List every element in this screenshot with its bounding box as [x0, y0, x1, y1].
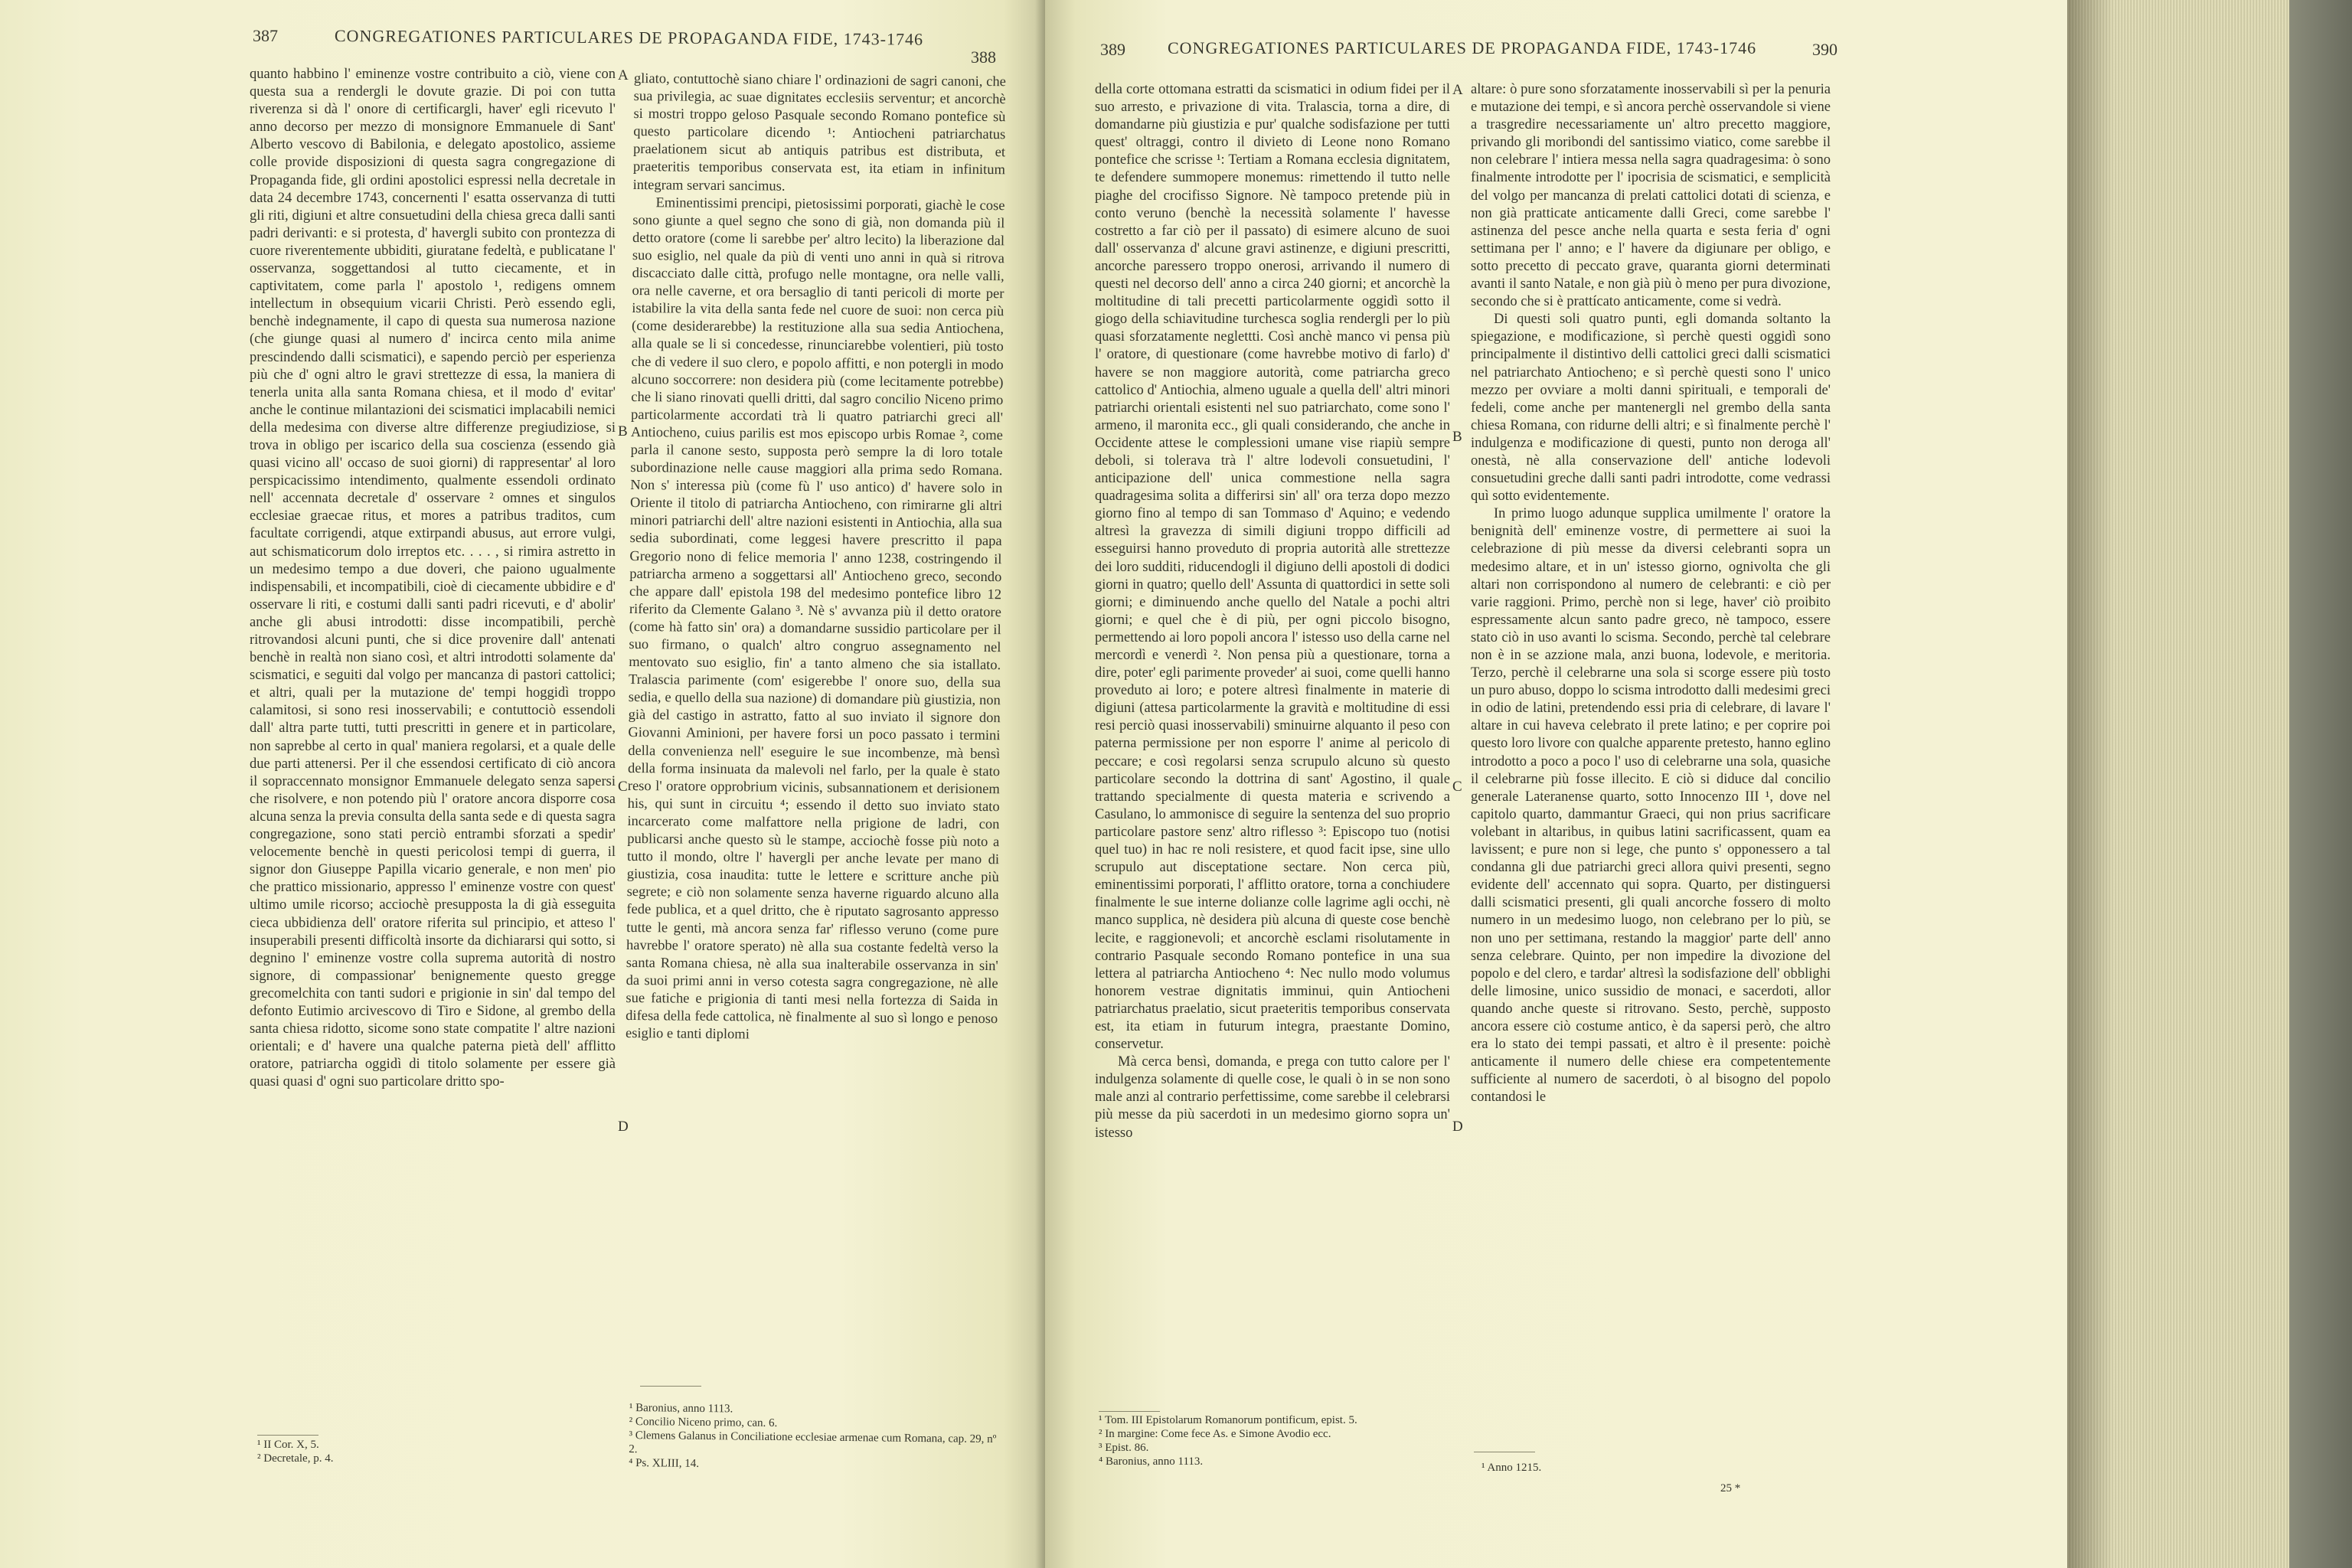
paragraph: altare: ò pure sono sforzatamente inosservabili sì per la penuria e mutazione dei tempi, e sì ancora perchè osservandole si viene a trasgredire necessariamente un' altro precetto maggiore, privando gli moribondi del santissimo viatico, come sarebbe il non celebrare l' intiera messa nella sagra quadragesima: ò sono finalmente introdotte per l' ipocrisia de scismatici, e semplicità del volgo per mancanza di prelati cattolici dotati di scienza, e non già pratticate anticamente dalli Greci, come sarebbe l' astinenza del pesce anche nella quarta e sesta feria d' ogni settimana per l' anno; e l' havere da digiunare per obligo, e sotto precetto di peccato grave, quaranta giorni determinati avanti il santo Natale, e non già più ò meno per pura divozione, secondo che si è prattícato anticamente, come si vedrà. — [1471, 82, 1831, 310]
footnote: ¹ Tom. III Epistolarum Romanorum pontificum, epist. 5. — [1099, 1414, 1357, 1426]
paragraph: In primo luogo adunque supplica umilmente l' oratore la benignità dell' eminenze vostre, di permettere ai suoi la celebrazione di più messe da diversi celebranti sopra un medesimo altare, et in un' istesso giorno, ognivolta che gli altari non corrispondono al numero de celebranti: e ciò per varie raggioni. Primo, perchè non si lege, haver' ciò proibito espressamente alcun santo padre greco, nè tampoco, essere stato ciò in uso avanti lo scisma. Secondo, perchè tal celebrare non è in se azzione mala, anzi buona, lodevole, e meritoria. Terzo, perchè il celebrarne una sola si scorge essere più tosto un puro abuso, doppo lo scisma introdotto dalli medesimi greci in odio de latini, pretendendo essi pria di celebrare, di lavare l' altare in cui haveva celebrato il prete latino; e per coprire poi questo loro livore con qualche apparente pretesto, hanno eglino introdotto a poco a poco l' uso di celebrarne una sola, quasiche il celebrarne più fosse illecito. E ciò si diduce dal concilio generale Lateranense quarto, sotto Innocenzo III ¹, dove nel capitolo quarto, dammantur Graeci, qui non prius sacrificare volebant in altaribus, in quibus latini sacrificassent, quam ea lavissent; e pure non si lege, che punto s' opponessero a tal condanna gli due patriarchi greci allora quivi presenti, segno evidente dell' accennato qui sopra. Quarto, per distinguersi dalli scismatici presenti, gli quali ancorche fossero di molto numero in un medesimo luogo, non celebrano per lo più, se non uno per settimana, restando la maggior' parte dell' anno senza celebrare. Quinto, per non impedire la divozione del popolo e del clero, e tardar' altresì la sodisfazione dell' obblighi delle limosine, unico sussidio de monaci, e sacerdoti, allor quando anche queste si ritrovano. Sesto, perchè, supposto ancora essere ciò costume antico, è da sapersi però, che altro era lo stato dei tempi passati, et altro è il presente: poichè anticamente il numero delle chiese era competentemente sufficiente al numero de sacerdoti, ò al bisogno del popolo contandosi le — [1471, 506, 1831, 1106]
paragraph: della corte ottomana estratti da scismatici in odium fidei per il suo arresto, e privazione di vita. Tralascia, torna a dire, di domandarne più giustizia e pur' qualche sodisfazione per tutti quest' oltraggi, contro il divieto di Leone nono Romano pontefice che scrisse ¹: Tertiam a Romana ecclesia dignitatem, te defendere summopere monemus: rimettendo il tutto nelle piaghe del crocifisso Signore. Nè tampoco pretende più in conto veruno (benchè la necessità solamente l' havesse costretto a far ciò per il passato) di esimere alcuno de suoi dall' osservanza d' alcune gravi astinenze, e digiuni prescritti, ancorche paressero troppo onerosi, arrivando il numero di questi nel decorso dell' anno a circa 240 giorni; et ancorchè la moltitudine di tali precetti particolarmente oggidì sotto il giogo della schiavitudine turchesca soglia rendergli per lo più quasi sforzatamente neglettti. Così anchè manco vi pensa più l' oratore, di questionare (come havrebbe motivo di farlo) d' havere se non maggiore autorità, come patriarcha greco cattolico d' Antiochia, almeno uguale a quella dell' altri minori patriarchi orientali esistenti nel suo patriarchato, come sono l' armeno, il maronita ecc., gli quali considerando, che anche in Occidente attese le complessioni umane vise riapiù sempre deboli, si tolerava trà l' altre lodevoli consuetudini, l' anticipazione dell' unica commestione nella sagra quadragesima solita a differirsi sin' all' ora terza dopo mezzo giorno fino al tempo di san Tommaso d' Aquino; e vedendo altresì la gravezza di simili digiuni troppo difficili ad esseguirsi hanno proveduto di propria autorità alle strettezze dei loro sudditi, riducendogli il digiuno delli apostoli di dodici giorni in quatro; quello dell' Assunta di quattordici in sette soli giorni; e diminuendo anche quello del Natale a pochi altri giorni; e quel che è di più, per ogni piccolo bisogno, permettendo ai loro popoli ancora l' istesso uso della carne nel mercordì e venerdì ². Non pensa più a questionare, torna a dire, poter' egli parimente proveder' ai suoi, come quelli hanno proveduto ai loro; e potere altresì finalmente in materie di digiuni (attesa particolarmente la gravità e moltitudine di essi resi perciò quasi inosservabili) sminuirne alquanto il peso con paterna permissione per non esporre l' anime al pericolo di peccare; e così regolarsi senza scrupulo alcuno sù questo particolare secondo la dottrina di sant' Agostino, il quale trattando specialmente di questa materia e scrivendo a Casulano, lo ammonisce di seguire la sentenza del suo proprio particolare pastore senz' altro riflesso ³: Episcopo tuo (notisi quel tuo) in hac re noli resistere, et quod facit ipse, sine ullo scrupulo aut disceptatione sectare. Non cerca più, eminentissimi porporati, l' afflitto oratore, torna a conchiudere finalmente le sue interne dolianze colle lagrime agli occhi, nè manco supplica, nè desidera più alcuna di queste cose benchè lecite, e raggionevoli; et ancorchè esclami risolutamente in contrario Pasquale secondo Romano pontefice in una sua lettera al patriarcha Antiocheno ⁴: Nec nullo modo volumus honorem vestrae dignitatis imminui, quin Antiocheni patriarchatus praelatio, sicut praeteritis temporibus conservata est, ita etiam in futurum integra, praestante Domino, conservetur. — [1095, 82, 1450, 1053]
footnote: ¹ II Cor. X, 5. — [257, 1439, 319, 1451]
margin-marker-a: A — [1452, 82, 1463, 98]
footnote: ¹ Anno 1215. — [1481, 1462, 1542, 1474]
footnote-rule — [640, 1386, 701, 1387]
footnote-rule — [257, 1435, 318, 1436]
left-column-2-footnotes — [629, 1401, 1004, 1474]
footnote: ⁴ Ps. XLIII, 14. — [629, 1456, 700, 1470]
page-number-388: 388 — [971, 47, 996, 67]
margin-marker-b: B — [1452, 429, 1462, 445]
right-column-2 — [1471, 81, 1831, 1441]
right-column-1 — [1095, 81, 1450, 1410]
page-number-387: 387 — [253, 26, 278, 45]
margin-marker-c: C — [1452, 779, 1462, 795]
page-number-390: 390 — [1812, 40, 1838, 59]
footnote: ² Concilio Niceno primo, can. 6. — [629, 1415, 778, 1430]
paragraph: quanto habbino l' eminenze vostre contribuito a ciò, viene con questa sua a rendergli le dovute grazie. Di poi con tutta riverenza si dà l' onore di certificargli, haver' egli ricevuto l' anno decorso per mezzo di monsignore Emmanuele di Sant' Alberto vescovo di Babilonia, e delegato apostolico, assieme colle provide disposizioni di questa sagra congregazione di Propaganda fide, gli ordini apostolici espressi nella decretale in data 24 decembre 1743, concernenti l' esatta osservanza di tutti gli riti, digiuni et altre consuetudini della chiesa greca dalli santi padri derivanti: e si protesta, d' havergli subito con prontezza di cuore riverentemente ubbiditi, giuratane fedeltà, e publicatane l' osservanza, soggettandosi al tutto ciecamente, et in captivitatem, come parla l' apostolo ¹, redigens omnem intellectum in obsequium vicarii Christi. Però essendo egli, benchè indegnamente, il capo di questa sua numerosa nazione (che giunge quasi al numero d' incirca cento mila anime prescindendo dalli scismatici), e sapendo perciò per esperienza più che d' ogni altro le gravi strettezze di essa, la maniera di tenerla unita alla santa Romana chiesa, et il modo d' evitar' anche le continue milantazioni dei scismatici implacabili nemici della medesima con diverse altre differenze pregiudiziose, si trova in obligo per iscarico della sua coscienza (essendo già quasi vicino all' occaso de suoi giorni) di rappresentar' al loro perspicacissimo intendimento, qualmente essendoli ordinato nell' accennata decretale d' osservare ² omnes et singulos ecclesiae graecae ritus, et mores a patribus traditos, cum facultate corrigendi, atque extirpandi abusus, aut errore vulgi, aut schismaticorum dolo irreptos etc. . . . , si rimira astretto in un medesimo tempo a due doveri, che paiono ugualmente indispensabili, et incompatibili, cioè di ciecamente ubbidire e d' osservare li riti, e costumi dalli santi padri ricevuti, e d' abolir' anche gli abusi introdotti: disse incompatibili, perchè ritrovandosi alcuni punti, che si dice provenire dall' antenati benchè in realtà non siano così, et altri introdotti solamente da' scismatici, e seguiti dal volgo per mancanza di pastori cattolici; et altri, quali per la mutazione de' tempi hoggidì troppo calamitosi, si sono resi inosservabili; e contuttociò essendoli dall' altra parte tutti, tutti prescritti in genere et in particolare, non saprebbe al certo in qual' maniera regolarsi, et a quale delle due parti attenersi. Per il che essendosi certificato di ciò ancora il sopraccennato monsignor Emmanuele delegato senza sapersi che risolvere, e non potendo più l' oratore ancora disporre cosa alcuna senza la previa consulta della santa sede e di questa sagra congregazione, sono stati perciò entrambi sforzati a spedir' velocemente benchè in questi pericolosi tempi di guerra, il signor don Giuseppe Papilla vicario generale, e non men' pio che prattico missionario, appresso l' eminenze vostre con quest' ultimo umile ricorso; acciochè presupposta la di già esseguita cieca ubbidienza dell' oratore riferita sul principio, et atteso l' insuperabili presenti difficoltà insorte da dichiararsi qui sotto, si degnino l' eminenze vostre colla suprema autorità di nostro signore, di compassionar' benignemente questo gregge grecomelchita con tanti sudori e prigionie in sin' dal tempo del defonto Eutimio arcivescovo di Tiro e Sidone, al grembo della santa chiesa ridotto, sicome sono state compatite l' altre nazioni orientali; e d' havere una qualche paterna pietà dell' afflitto oratore, patriarcha oggidì di titolo solamente per essere già quasi quasi d' ogni suo particolare dritto spo- — [250, 67, 616, 1090]
background-surface — [2289, 0, 2352, 1568]
left-column-1-footnotes — [257, 1438, 617, 1465]
margin-marker-d: D — [1452, 1119, 1463, 1135]
running-head: CONGREGATIONES PARTICULARES DE PROPAGANDA FIDE, 1743-1746 — [1168, 38, 1757, 57]
signature-mark: 25 * — [1720, 1482, 1741, 1494]
margin-marker-d: D — [618, 1119, 629, 1135]
footnote: ² Decretale, p. 4. — [257, 1452, 334, 1465]
margin-marker-b: B — [618, 423, 628, 439]
running-head: CONGREGATIONES PARTICULARES DE PROPAGANDA FIDE, 1743-1746 — [334, 26, 924, 49]
footnote: ¹ Baronius, anno 1113. — [629, 1402, 733, 1416]
margin-marker-a: A — [618, 67, 629, 83]
paragraph: Mà cerca bensì, domanda, e prega con tutto calore per l' indulgenza solamente di quelle cose, le quali ò in se non sono male anzi al contrario perfettissime, come sarebbe il celebrarsi più messe da più sacerdoti in un medesimo giorno sopra un' istesso — [1095, 1054, 1450, 1141]
footnote: ² In margine: Come fece As. e Simone Avodio ecc. — [1099, 1428, 1331, 1440]
page-edges-shadow — [2067, 0, 2113, 1568]
paragraph: gliato, contuttochè siano chiare l' ordinazioni de sagri canoni, che sua privilegia, ac suae dignitates ecclesiis serventur; et ancorchè si mostri troppo geloso Pasquale secondo Romano pontefice sù questo particolare dicendo ¹: Antiocheni patriarchatus praelationem sicut ab antiquis patribus est distributa, et praeteritis temporibus conservata est, ita etiam in infinitum integram servari sancimus. — [632, 70, 1006, 194]
footnote: ³ Clemens Galanus in Conciliatione ecclesiae armenae cum Romana, cap. 29, nº 2. — [629, 1429, 997, 1456]
right-column-2-footnotes — [1481, 1461, 1818, 1475]
left-column-1 — [250, 66, 616, 1432]
margin-marker-c: C — [618, 779, 628, 795]
footnote-rule — [1099, 1411, 1160, 1412]
right-page — [1045, 0, 2067, 1568]
left-column-2 — [622, 70, 1006, 1381]
page-number-389: 389 — [1100, 40, 1125, 59]
right-column-1-footnotes — [1099, 1413, 1459, 1468]
paragraph: Eminentissimi prencipi, pietosissimi porporati, giachè le cose sono giunte a quel segno che sono di già, non domanda più il detto oratore (come li sarebbe per' altro lecito) la liberazione dal suo esiglio, nel quale da più di venti uno anni in quà si ritrova discacciato dalle città, profugo nelle montagne, ora nelle valli, ora nelle caverne, et ora bersaglio di tanti pericoli di morte per istabilire la vita della santa fede nel cuore de suoi: non cerca più (come desiderarebbe) la restituzione alla sua sedia Antiochena, alla quale se li si concedesse, rinunciarebbe volentieri, più tosto che di vedere il suo clero, e popolo affitti, e non potergli in modo alcuno soccorrere: non desidera più (come lecitamente potrebbe) che li siano rinovati quelli dritti, dal sagro concilio Niceno primo particolarmente accordati trà li quatro patriarchi greci all' Antiocheno, cuius parilis est mos episcopo urbis Romae ², come parla il canone sesto, supposta però sempre la di loro totale subordinazione nelle cause maggiori alla prima sedo Romana. Non s' interessa più (come fù l' uso antico) d' havere solo in Oriente il titolo di patriarcha Antiocheno, con rimirarne gli altri minori patriarchi dell' altre nazioni esistenti in Antiochia, alla sua sedia subordinati, come leggesi havere prescritto il papa Gregorio nono di felice memoria l' anno 1238, costringendo il patriarcha armeno a soggettarsi all' Antiocheno greco, secondo che appare dall' epistola 198 del medesimo pontefice libro 12 riferito da Clemente Galano ³. Nè s' avvanza più il detto oratore (come hà fatto sin' ora) a domandarne sussidio particolare per il suo firmano, o qualch' altro congruo assegnamento nel mentovato suo esiglio, fin' a tanto almeno che sia istallato. Tralascia parimente (com' esigerebbe l' onore suo, della sua sedia, e quello della sua nazione) di domandare più giustizia, non già del castigo in astratto, fatto al suo inviato il signore don Giovanni Aminioni, per havere forsi un poco passato i termini della convenienza nell' eseguire le sue incombenze, mà bensì della forma insinuata da malevoli nel farlo, per la quale è stato reso l' oratore opprobrium vicinis, subsannationem et derisionem his, qui sunt in circuitu ⁴; essendo il detto suo inviato stato incarcerato come malfattore nella prigione de ladri, con publicarsi anche questo sù le stampe, acciochè fosse più noto a tutto il mondo, oltre l' havergli per anche levate per mano di giustizia, cosa inaudita: tutte le lettere e scritture anche più segrete; e ciò non solamente senza haverne riguardo alcuno alla fede publica, et a quel dritto, che è riputato sagrosanto appresso tutte le genti, mà ancora senza far' riflesso veruno (come pure havrebbe l' oratore sperato) nè alla sua costante fedeltà verso la santa Romana chiesa, nè alla sua inalterabile osservanza in sin' da suoi primi anni in verso cotesta sagra congregazione, nè alle sue fatiche e prigionia di tanti mesi nella fortezza di Saida in difesa della fede cattolica, nè finalmente al suo sì longo e penoso esiglio e tanti diplomi — [625, 194, 1005, 1043]
footnote: ⁴ Baronius, anno 1113. — [1099, 1455, 1204, 1468]
paragraph: Di questi soli quatro punti, egli domanda soltanto la spiegazione, e modificazione, sì perchè questi oggidì sono principalmente il distintivo delli cattolici greci dalli scismatici nel patriarchato Antiocheno; e sì perchè questi sono l' unico mezzo per ovviare a molti danni spirituali, e temporali de' fedeli, come anche per mantenergli nel grembo della santa chiesa Romana, con ridurne delli altri; e sì finalmente perchè l' indulgenza e modificazione di questi, punto non deroga all' onestà, nè alla conservazione dell' antiche lodevoli consuetudini greche dalli santi padri introdotte, come vedrassi quì sotto evidentemente. — [1471, 312, 1831, 505]
footnote: ³ Epist. 86. — [1099, 1442, 1149, 1454]
left-page — [0, 0, 1045, 1568]
